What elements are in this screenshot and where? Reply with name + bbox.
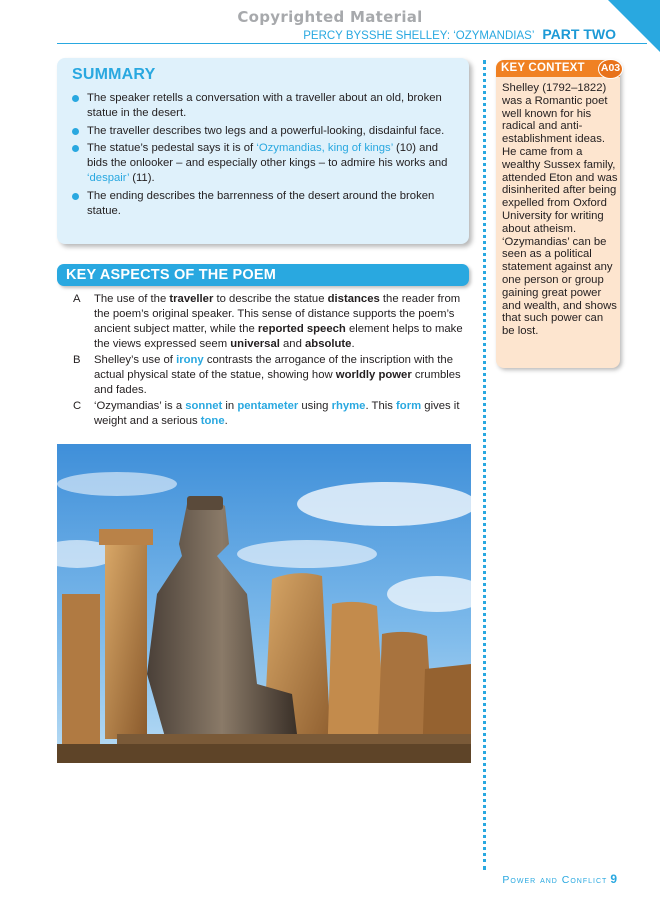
summary-text: The ending describes the barrenness of the desert around the broken statue. xyxy=(87,189,435,217)
keyword: worldly power xyxy=(335,369,412,381)
copyright-watermark: Copyrighted Material xyxy=(237,8,423,26)
aspect-letter: B xyxy=(73,354,81,366)
aspect-text: . xyxy=(224,415,228,427)
aspect-letter: A xyxy=(73,293,81,305)
aspect-text: in xyxy=(222,400,238,412)
keyword: reported speech xyxy=(257,323,346,335)
footer-section: Power and Conflict xyxy=(502,874,608,886)
keyword: sonnet xyxy=(185,400,223,412)
bullet-dot-icon xyxy=(72,128,79,135)
aspect-text: Shelley’s use of xyxy=(94,354,177,366)
keyword: absolute xyxy=(305,338,352,350)
aspect-text: ‘Ozymandias’ is a xyxy=(94,400,186,412)
summary-list xyxy=(72,91,459,219)
keyword: traveller xyxy=(169,293,214,305)
summary-item xyxy=(72,189,459,219)
aspect-item xyxy=(57,399,472,429)
summary-item xyxy=(72,91,459,121)
aspect-text: . xyxy=(351,338,355,350)
aspect-text: crumbles and fades. xyxy=(94,369,461,396)
part-label: PART TWO xyxy=(542,26,616,42)
keyword: universal xyxy=(230,338,280,350)
header-rule xyxy=(57,43,647,44)
summary-item xyxy=(72,124,459,139)
statue-photo xyxy=(57,444,471,763)
aspect-text: gives it weight and a serious xyxy=(94,400,460,427)
temple-statue-illustration xyxy=(57,444,471,763)
keyword: pentameter xyxy=(237,400,299,412)
aspect-text: element helps to make the views expressed seem xyxy=(94,323,463,350)
summary-text: The statue’s pedestal says it is of xyxy=(87,142,257,154)
aspect-text: . This xyxy=(365,400,397,412)
aspect-item xyxy=(57,292,472,352)
aspect-text: The use of the xyxy=(94,293,170,305)
keyword: form xyxy=(396,400,422,412)
key-context-text: Shelley (1792–1822) was a Romantic poet well known for his radical and anti-establishment ideas. He came from a wealthy Sussex family, attended Eton and was disinherited after being expelled from Oxford University for writing about atheism. ‘Ozymandias’ can be seen as a political statement against any one person or group gaining great power and wealth, and shows that such power can be lost. xyxy=(502,82,618,338)
aspect-text: to describe the statue xyxy=(213,293,328,305)
bullet-dot-icon xyxy=(72,145,79,152)
aspect-text: using xyxy=(298,400,332,412)
running-head-title: PERCY BYSSHE SHELLEY: ‘OZYMANDIAS’ xyxy=(303,30,535,42)
key-aspects-heading: KEY ASPECTS OF THE POEM xyxy=(57,264,469,286)
bullet-dot-icon xyxy=(72,193,79,200)
quote: ‘despair’ xyxy=(87,172,130,184)
summary-item xyxy=(72,141,459,186)
column-divider xyxy=(483,60,486,870)
quote: ‘Ozymandias, king of kings’ xyxy=(256,142,393,154)
keyword: irony xyxy=(176,354,204,366)
summary-title: SUMMARY xyxy=(72,66,156,83)
keyword: distances xyxy=(327,293,380,305)
keyword: rhyme xyxy=(331,400,366,412)
key-context-title: KEY CONTEXT xyxy=(496,60,620,77)
bullet-dot-icon xyxy=(72,95,79,102)
running-head xyxy=(303,26,616,42)
aspect-letter: C xyxy=(73,400,82,412)
key-aspects-list xyxy=(57,292,472,430)
summary-panel xyxy=(57,58,469,244)
summary-text: The speaker retells a conversation with a traveller about an old, broken statue in the desert. xyxy=(87,92,442,119)
summary-text: The traveller describes two legs and a powerful-looking, disdainful face. xyxy=(87,124,445,137)
summary-text: (11). xyxy=(129,172,155,184)
page-footer xyxy=(502,872,618,886)
aspect-text: the reader from the poem’s original speaker. This sense of distance supports the poem’s ancient subject matter, while the xyxy=(94,293,461,335)
aspect-text: contrasts the arrogance of the inscription with the actual physical state of the statue, showing how xyxy=(94,354,453,381)
keyword: tone xyxy=(200,415,225,427)
assessment-objective-badge: A03 xyxy=(598,59,623,79)
aspect-text: and xyxy=(279,338,306,350)
summary-text: (10) and bids the onlooker – and especially other kings – to admire his works and xyxy=(87,142,448,169)
page-number: 9 xyxy=(610,872,618,886)
aspect-item xyxy=(57,353,472,398)
